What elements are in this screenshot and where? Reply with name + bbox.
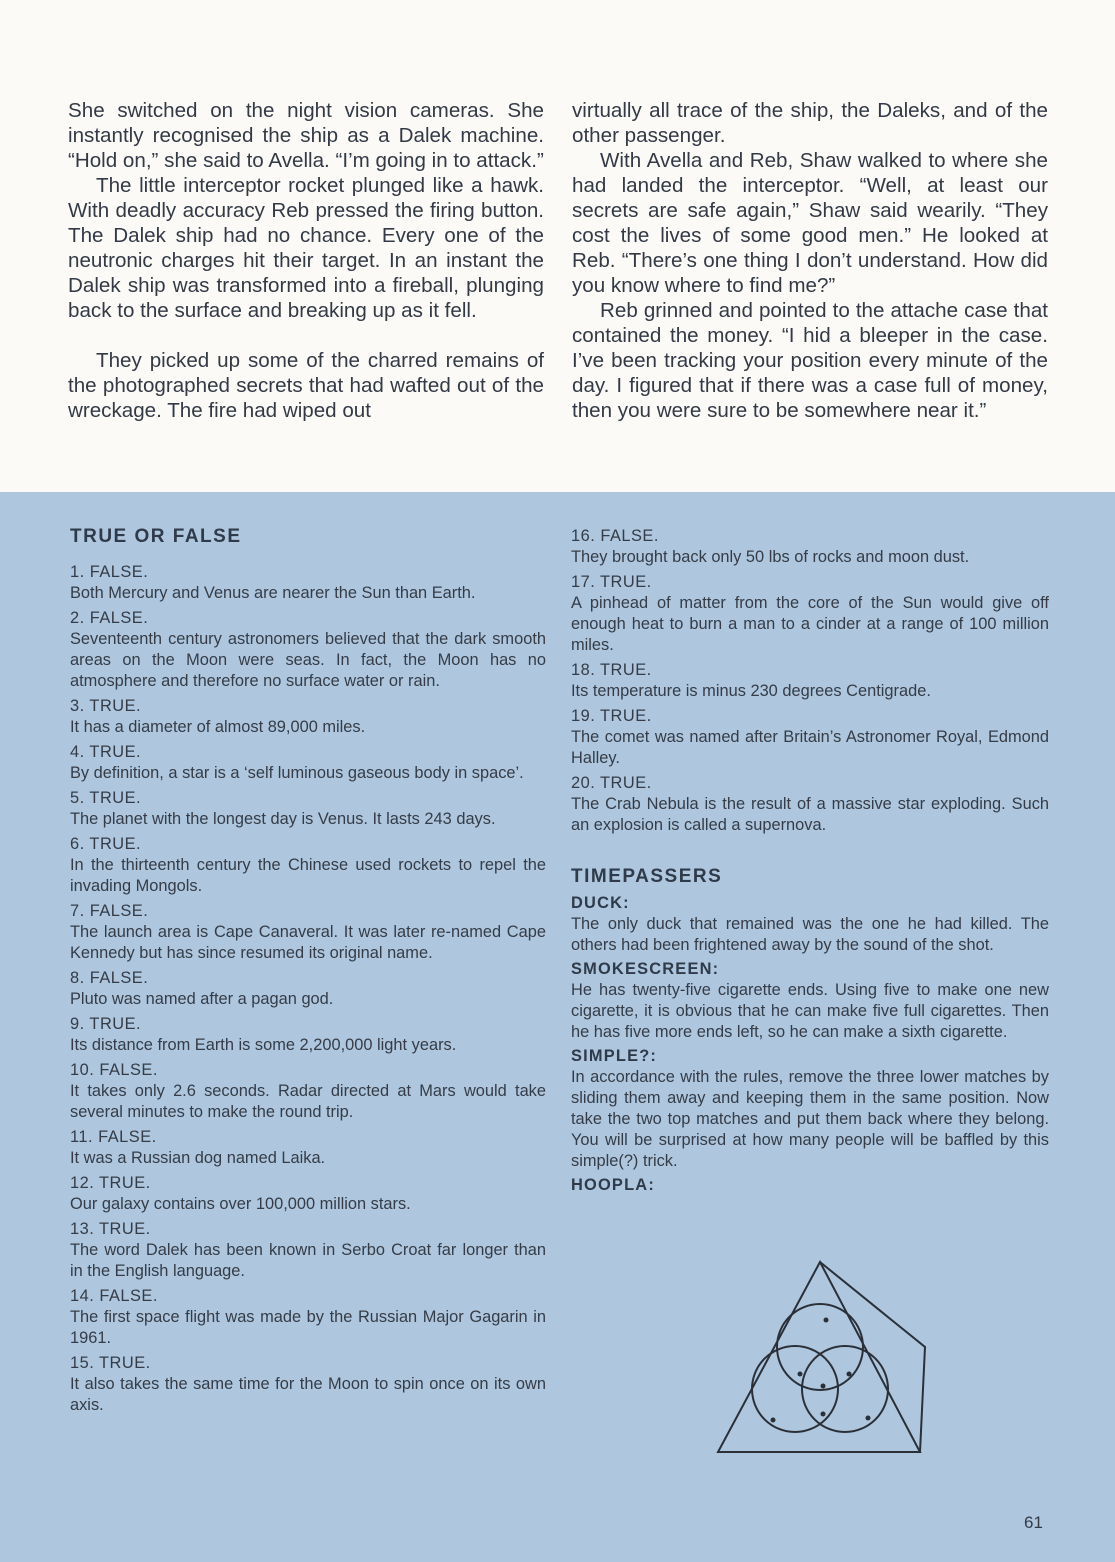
answer-text: It also takes the same time for the Moon to spin once on its own axis. bbox=[70, 1375, 546, 1414]
smokescreen-answer: He has twenty-five cigarette ends. Using five to make one new cigarette, it is obvious that he can make five full cigarettes. Then he has five more ends left, so he can make a sixth cigarette. bbox=[571, 981, 1049, 1041]
answers-column-right bbox=[571, 526, 1049, 1196]
answer-number: 6. TRUE. bbox=[70, 835, 142, 853]
true-false-title: TRUE OR FALSE bbox=[70, 526, 242, 547]
story-paragraph: virtually all trace of the ship, the Daleks, and of the other passenger. bbox=[572, 99, 1048, 147]
answer-item bbox=[70, 1127, 546, 1169]
timepassers-title: TIMEPASSERS bbox=[571, 866, 723, 887]
answer-number: 10. FALSE. bbox=[70, 1061, 158, 1079]
answer-text: The first space flight was made by the Russian Major Gagarin in 1961. bbox=[70, 1308, 546, 1347]
answer-text: They brought back only 50 lbs of rocks and moon dust. bbox=[571, 548, 970, 566]
answer-number: 15. TRUE. bbox=[70, 1354, 151, 1372]
answer-number: 12. TRUE. bbox=[70, 1174, 151, 1192]
answer-number: 19. TRUE. bbox=[571, 707, 652, 725]
answer-number: 1. FALSE. bbox=[70, 563, 149, 581]
answer-number: 14. FALSE. bbox=[70, 1287, 158, 1305]
answer-number: 17. TRUE. bbox=[571, 573, 652, 591]
answer-item bbox=[70, 1060, 546, 1123]
answer-text: The launch area is Cape Canaveral. It was later re-named Cape Kennedy but has since resumed its original name. bbox=[70, 923, 546, 962]
answer-item bbox=[70, 968, 546, 1010]
answer-item bbox=[70, 696, 546, 738]
answer-number: 7. FALSE. bbox=[70, 902, 149, 920]
answer-text: It takes only 2.6 seconds. Radar directed at Mars would take several minutes to make the round trip. bbox=[70, 1082, 546, 1121]
answer-text: By definition, a star is a ‘self luminous gaseous body in space’. bbox=[70, 764, 524, 782]
answers-column-left bbox=[70, 526, 546, 1420]
answer-number: 18. TRUE. bbox=[571, 661, 652, 679]
answer-text: It has a diameter of almost 89,000 miles. bbox=[70, 718, 366, 736]
answer-item bbox=[70, 1353, 546, 1416]
answer-item bbox=[70, 834, 546, 897]
answer-item bbox=[571, 773, 1049, 836]
answer-number: 20. TRUE. bbox=[571, 774, 652, 792]
answer-text: The Crab Nebula is the result of a massive star exploding. Such an explosion is called a supernova. bbox=[571, 795, 1049, 834]
answer-number: 4. TRUE. bbox=[70, 743, 142, 761]
page-number: 61 bbox=[1024, 1513, 1043, 1532]
answer-item bbox=[571, 660, 1049, 702]
answer-item bbox=[70, 1219, 546, 1282]
story-section bbox=[68, 98, 1048, 478]
answer-text: Both Mercury and Venus are nearer the Sun than Earth. bbox=[70, 584, 476, 602]
hoopla-dot bbox=[771, 1418, 776, 1423]
answer-text: Its temperature is minus 230 degrees Centigrade. bbox=[571, 682, 931, 700]
answer-text: The comet was named after Britain’s Astronomer Royal, Edmond Halley. bbox=[571, 728, 1049, 767]
hoopla-dot bbox=[821, 1384, 826, 1389]
answer-number: 9. TRUE. bbox=[70, 1015, 142, 1033]
answer-item bbox=[571, 706, 1049, 769]
answer-item bbox=[70, 901, 546, 964]
answer-item bbox=[70, 1286, 546, 1349]
hoopla-dot bbox=[847, 1372, 852, 1377]
story-paragraph: The little interceptor rocket plunged like a hawk. With deadly accuracy Reb pressed the firing button. The Dalek ship had no chance. Every one of the neutronic charges hit their target. In an instant the Dalek ship was transformed into a fireball, plunging back to the surface and breaking up as it fell. bbox=[68, 174, 544, 322]
answers-panel bbox=[0, 492, 1115, 1562]
answer-text: A pinhead of matter from the core of the Sun would give off enough heat to burn a man to a cinder at a range of 100 million miles. bbox=[571, 594, 1049, 654]
answer-text: Its distance from Earth is some 2,200,000 light years. bbox=[70, 1036, 457, 1054]
hoopla-dot bbox=[821, 1412, 826, 1417]
hoopla-dot bbox=[824, 1318, 829, 1323]
answer-text: Pluto was named after a pagan god. bbox=[70, 990, 334, 1008]
hoopla-dot bbox=[798, 1372, 803, 1377]
story-paragraph: She switched on the night vision cameras. She instantly recognised the ship as a Dalek machine. “Hold on,” she said to Avella. “I’m going in to attack.” bbox=[68, 99, 544, 172]
answer-number: 11. FALSE. bbox=[70, 1128, 157, 1146]
story-paragraph: With Avella and Reb, Shaw walked to where she had landed the interceptor. “Well, at least our secrets are safe again,” Shaw said wearily. “They cost the lives of some good men.” He looked at Reb. “There’s one thing I don’t understand. How did you know where to find me?” bbox=[572, 149, 1048, 297]
duck-label: DUCK: bbox=[571, 894, 630, 912]
answer-text: The planet with the longest day is Venus. It lasts 243 days. bbox=[70, 810, 496, 828]
answer-item bbox=[70, 562, 546, 604]
answer-item bbox=[571, 572, 1049, 656]
hoopla-dot bbox=[866, 1416, 871, 1421]
answer-number: 16. FALSE. bbox=[571, 527, 659, 545]
hoopla-label: HOOPLA: bbox=[571, 1176, 655, 1194]
answer-item bbox=[70, 742, 546, 784]
simple-label: SIMPLE?: bbox=[571, 1047, 658, 1065]
answer-item bbox=[571, 526, 1049, 568]
answer-number: 8. FALSE. bbox=[70, 969, 149, 987]
answer-text: In the thirteenth century the Chinese used rockets to repel the invading Mongols. bbox=[70, 856, 546, 895]
answer-number: 2. FALSE. bbox=[70, 609, 149, 627]
answer-item bbox=[70, 608, 546, 692]
answer-text: Seventeenth century astronomers believed that the dark smooth areas on the Moon were seas. In fact, the Moon has no atmosphere and therefore no surface water or rain. bbox=[70, 630, 546, 690]
story-column-left bbox=[68, 98, 544, 478]
answer-item bbox=[70, 1014, 546, 1056]
answer-number: 13. TRUE. bbox=[70, 1220, 151, 1238]
simple-answer: In accordance with the rules, remove the three lower matches by sliding them away and keeping them in the same position. Now take the two top matches and put them back where they belong. You will be surprised at how many people will be baffled by this simple(?) trick. bbox=[571, 1068, 1049, 1170]
answer-item bbox=[70, 788, 546, 830]
answer-number: 5. TRUE. bbox=[70, 789, 142, 807]
smokescreen-label: SMOKESCREEN: bbox=[571, 960, 720, 978]
answer-text: The word Dalek has been known in Serbo Croat far longer than in the English language. bbox=[70, 1241, 546, 1280]
story-paragraph: They picked up some of the charred remains of the photographed secrets that had wafted out of the wreckage. The fire had wiped out bbox=[68, 349, 544, 422]
answer-item bbox=[70, 1173, 546, 1215]
duck-answer: The only duck that remained was the one he had killed. The others had been frightened away by the sound of the shot. bbox=[571, 915, 1049, 954]
story-column-right bbox=[572, 98, 1048, 478]
answer-text: Our galaxy contains over 100,000 million stars. bbox=[70, 1195, 411, 1213]
story-paragraph: Reb grinned and pointed to the attache case that contained the money. “I hid a bleeper in the case. I’ve been tracking your position every minute of the day. I figured that if there was a case full of money, then you were sure to be somewhere near it.” bbox=[572, 299, 1048, 422]
answer-text: It was a Russian dog named Laika. bbox=[70, 1149, 326, 1167]
answer-number: 3. TRUE. bbox=[70, 697, 142, 715]
hoopla-diagram bbox=[700, 1252, 940, 1472]
